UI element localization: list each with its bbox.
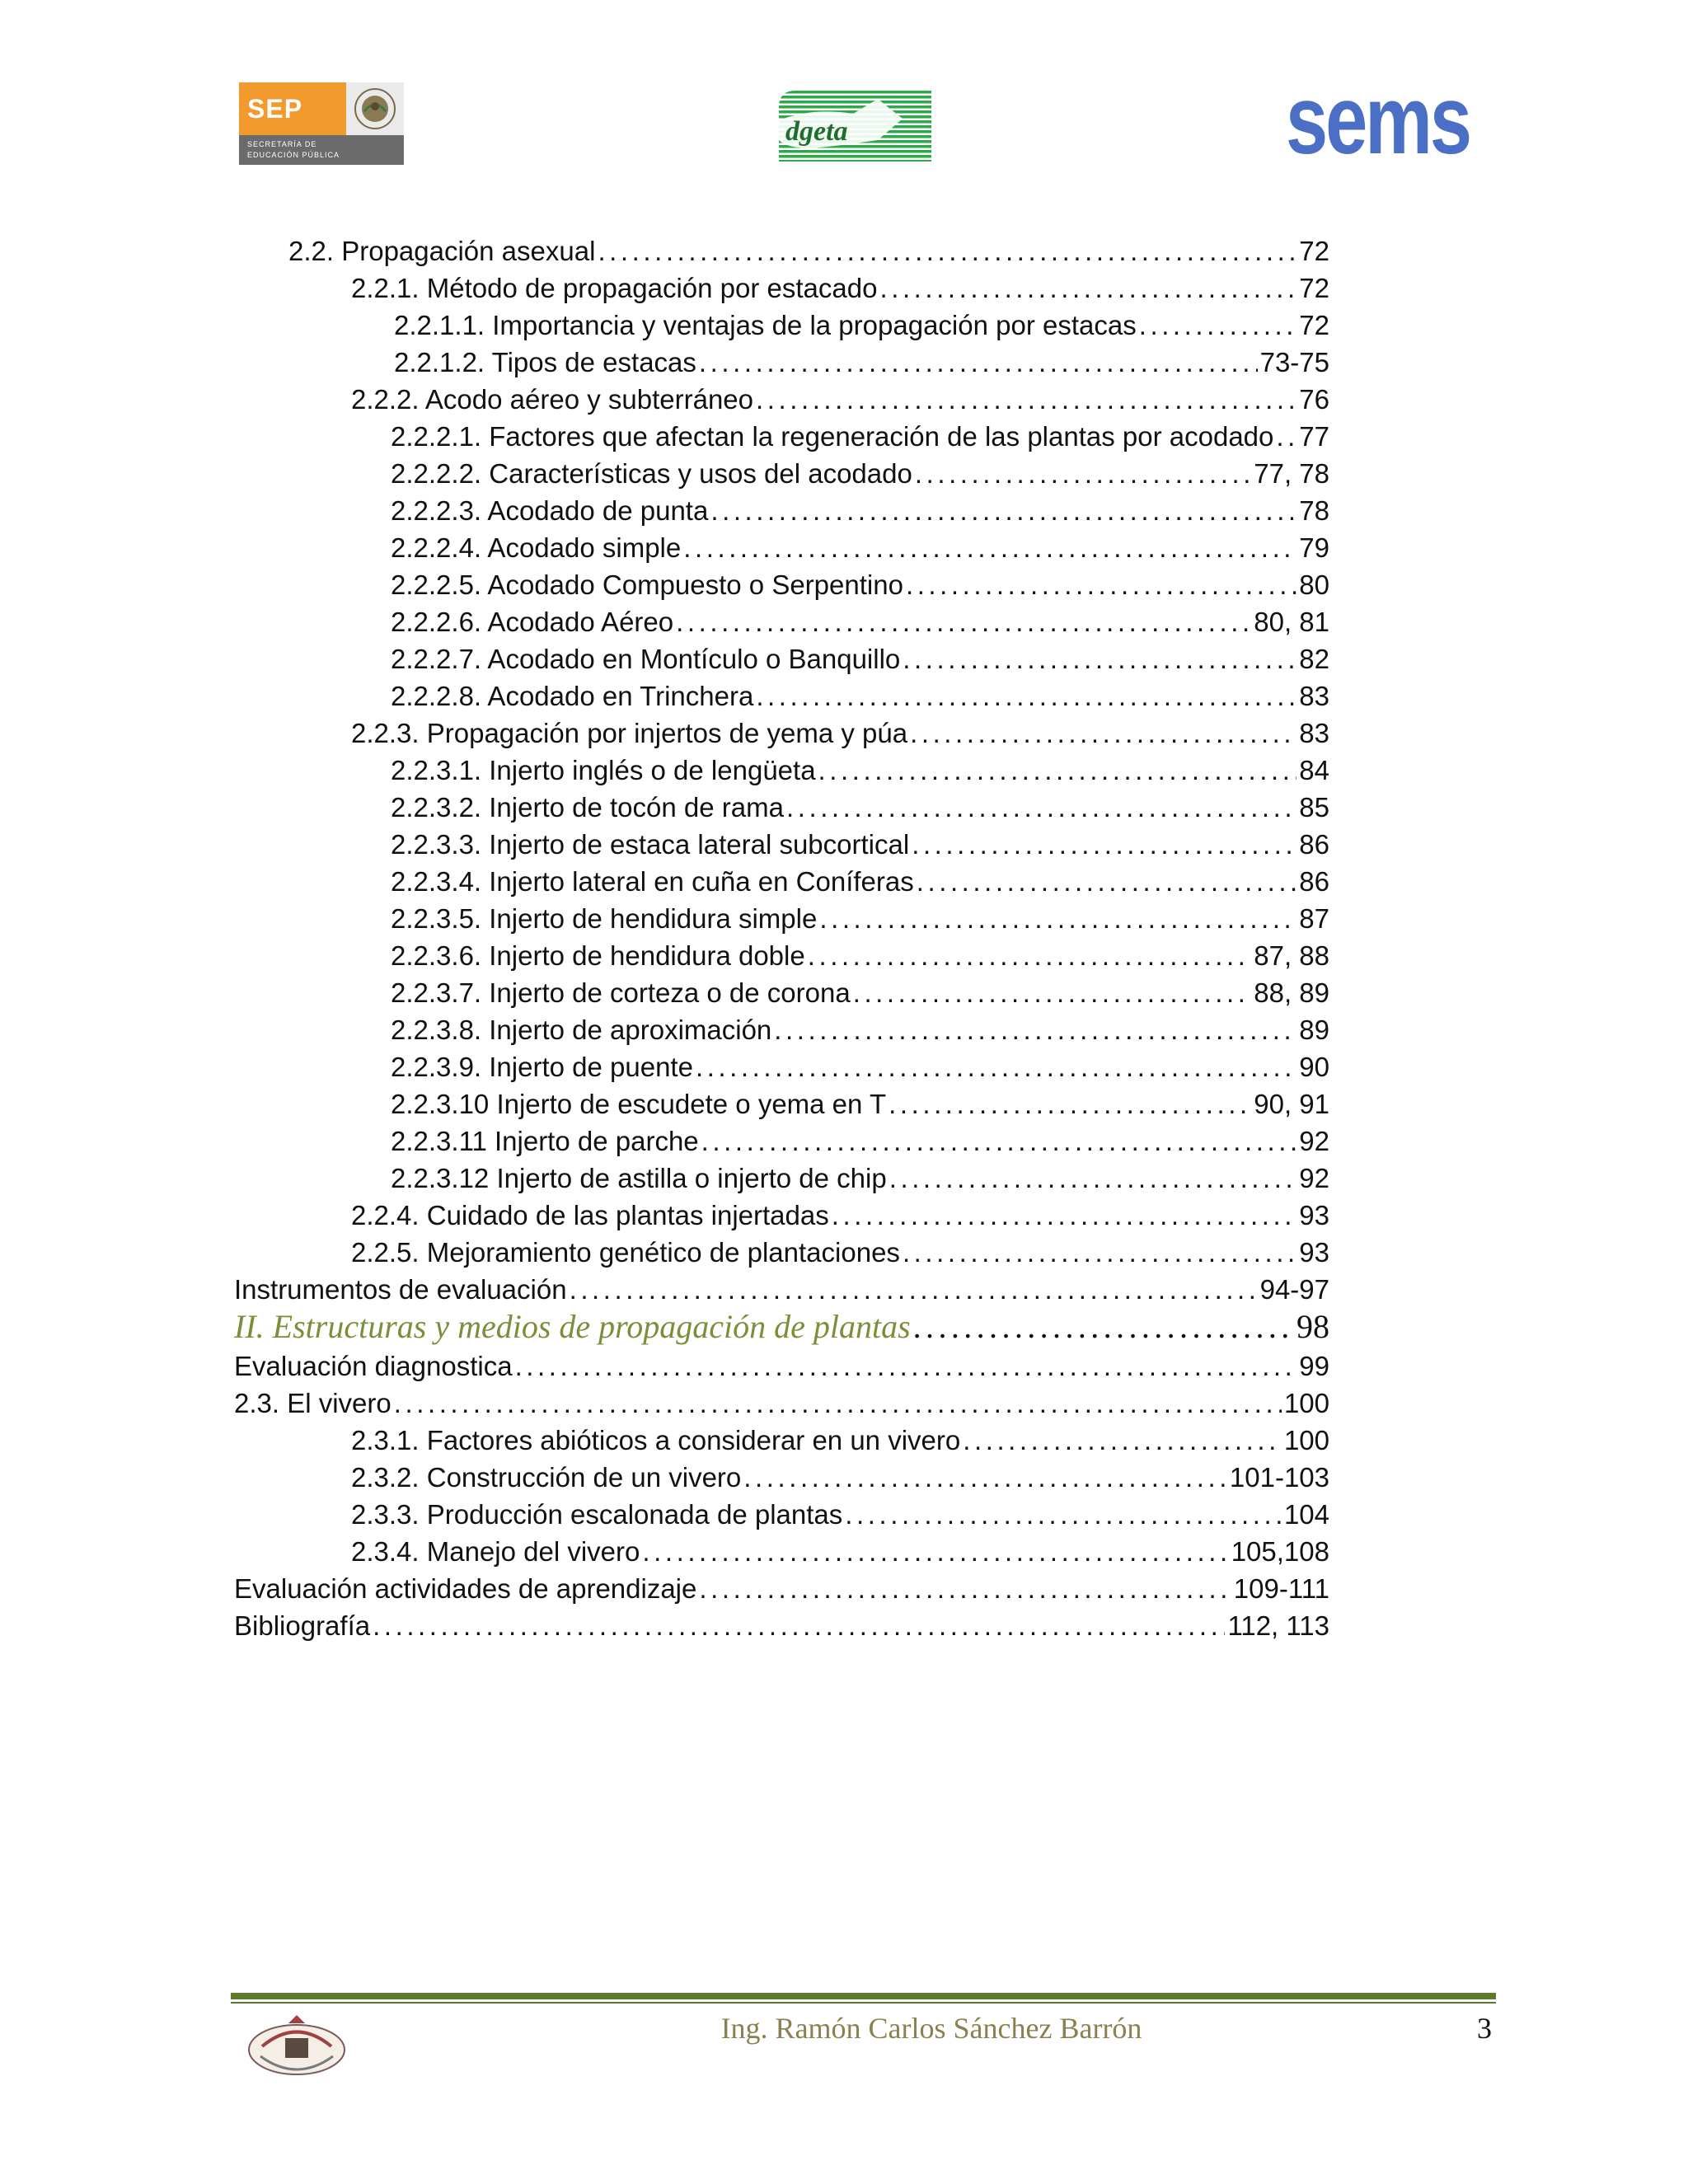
toc-entry-page: 72 <box>1299 236 1329 266</box>
toc-entry-title: 2.2.2. Acodo aéreo y subterráneo <box>351 384 754 415</box>
mexican-eagle-icon <box>346 82 404 135</box>
toc-entry-title: 2.3.1. Factores abióticos a considerar en un vivero <box>351 1425 961 1455</box>
toc-entry-page: 87, 88 <box>1254 940 1329 971</box>
toc-leader-dots <box>786 789 1296 826</box>
toc-entry <box>351 1234 1329 1271</box>
toc-entry-page: 83 <box>1299 681 1329 711</box>
toc-leader-dots <box>903 640 1296 677</box>
toc-leader-dots <box>570 1271 1258 1308</box>
toc-entry-title: 2.2.3.12 Injerto de astilla o injerto de chip <box>391 1163 887 1193</box>
toc-entry <box>391 677 1329 715</box>
toc-entry-page: 80, 81 <box>1254 607 1329 637</box>
toc-leader-dots <box>913 1306 1294 1347</box>
toc-entry <box>391 1160 1329 1197</box>
toc-entry-page: 86 <box>1299 829 1329 860</box>
toc-entry <box>391 752 1329 789</box>
toc-entry-title: 2.2.3.9. Injerto de puente <box>391 1052 693 1082</box>
toc-leader-dots <box>774 1011 1296 1048</box>
sems-logo: sems <box>1286 66 1470 175</box>
toc-leader-dots <box>903 1234 1296 1271</box>
toc-entry-title: Bibliografía <box>234 1610 371 1641</box>
toc-entry-page: 87 <box>1299 903 1329 934</box>
toc-entry-title: 2.2.2.4. Acodado simple <box>391 532 682 563</box>
toc-leader-dots <box>808 937 1252 974</box>
toc-leader-dots <box>683 529 1296 566</box>
toc-entry-page: 82 <box>1299 644 1329 674</box>
toc-entry <box>391 1122 1329 1160</box>
toc-entry-title: 2.2. Propagación asexual <box>288 236 596 266</box>
toc-leader-dots <box>889 1085 1251 1122</box>
toc-entry <box>391 1011 1329 1048</box>
toc-leader-dots <box>676 603 1251 640</box>
toc-entry <box>391 492 1329 529</box>
toc-entry-title: 2.2.2.8. Acodado en Trinchera <box>391 681 754 711</box>
toc-entry-title: 2.2.3.8. Injerto de aproximación <box>391 1015 772 1045</box>
toc-entry <box>391 529 1329 566</box>
toc-leader-dots <box>917 863 1297 900</box>
toc-entry-title: 2.2.3.10 Injerto de escudete o yema en T <box>391 1089 887 1119</box>
toc-entry-title: 2.2.3.3. Injerto de estaca lateral subcortical <box>391 829 910 860</box>
toc-entry-page: 101-103 <box>1229 1462 1329 1493</box>
toc-entry-page: 73-75 <box>1259 347 1329 377</box>
toc-entry <box>351 715 1329 752</box>
toc-entry-title: 2.2.1. Método de propagación por estacado <box>351 273 878 303</box>
toc-entry <box>391 603 1329 640</box>
toc-entry <box>391 455 1329 492</box>
toc-leader-dots <box>756 677 1296 715</box>
toc-leader-dots <box>910 715 1296 752</box>
footer-author: Ing. Ramón Carlos Sánchez Barrón <box>720 2012 1142 2045</box>
toc-entry-title: 2.3.2. Construcción de un vivero <box>351 1462 742 1493</box>
toc-leader-dots <box>756 381 1296 418</box>
toc-leader-dots <box>853 974 1252 1011</box>
toc-entry-page: 72 <box>1299 310 1329 340</box>
toc-entry-page: 93 <box>1299 1237 1329 1268</box>
toc-entry-title: 2.2.1.1. Importancia y ventajas de la propagación por estacas <box>394 310 1137 340</box>
toc-entry-page: 80 <box>1299 569 1329 600</box>
toc-entry <box>391 863 1329 900</box>
toc-entry-title: 2.2.3.2. Injerto de tocón de rama <box>391 792 784 823</box>
sep-subtitle-line1: SECRETARÍA DE <box>247 140 317 148</box>
toc-entry-page: 92 <box>1299 1163 1329 1193</box>
toc-entry <box>391 640 1329 677</box>
sep-subtitle-line2: EDUCACIÓN PÚBLICA <box>247 151 340 159</box>
toc-entry-title: Evaluación actividades de aprendizaje <box>234 1573 697 1604</box>
toc-entry <box>351 1422 1329 1459</box>
toc-unit-heading <box>234 1306 1329 1347</box>
toc-entry-page: 93 <box>1299 1200 1329 1230</box>
toc-entry-title: 2.2.3. Propagación por injertos de yema y púa <box>351 718 908 748</box>
toc-leader-dots <box>889 1160 1297 1197</box>
toc-entry <box>391 789 1329 826</box>
toc-leader-dots <box>963 1422 1282 1459</box>
toc-entry-page: 77, 78 <box>1254 458 1329 489</box>
toc-entry-page: 90, 91 <box>1254 1089 1329 1119</box>
toc-entry-title: 2.2.2.3. Acodado de punta <box>391 495 709 526</box>
toc-entry-title: 2.2.4. Cuidado de las plantas injertadas <box>351 1200 829 1230</box>
toc-entry-page: 85 <box>1299 792 1329 823</box>
toc-entry-title: 2.3. El vivero <box>234 1388 392 1418</box>
toc-entry-title: 2.2.2.7. Acodado en Montículo o Banquillo <box>391 644 901 674</box>
page-number: 3 <box>1477 2012 1492 2045</box>
toc-entry <box>351 1533 1329 1570</box>
toc-entry <box>391 418 1329 455</box>
sep-logo-text: SEP <box>239 82 346 135</box>
toc-leader-dots <box>394 1385 1282 1422</box>
toc-leader-dots <box>515 1347 1297 1385</box>
toc-leader-dots <box>906 566 1296 603</box>
toc-leader-dots <box>818 752 1297 789</box>
toc-leader-dots <box>915 455 1251 492</box>
toc-entry-page: 92 <box>1299 1126 1329 1156</box>
toc-entry <box>391 937 1329 974</box>
toc-entry-title: Evaluación diagnostica <box>234 1351 513 1381</box>
toc-entry-title: 2.2.2.6. Acodado Aéreo <box>391 607 674 637</box>
toc-entry-page: 90 <box>1299 1052 1329 1082</box>
toc-entry-page: 83 <box>1299 718 1329 748</box>
toc-leader-dots <box>1276 418 1296 455</box>
toc-entry-page: 100 <box>1283 1388 1329 1418</box>
toc-entry-page: 88, 89 <box>1254 977 1329 1008</box>
toc-entry-title: 2.2.1.2. Tipos de estacas <box>394 347 696 377</box>
toc-entry-page: 86 <box>1299 866 1329 897</box>
toc-entry-title: 2.2.3.5. Injerto de hendidura simple <box>391 903 818 934</box>
toc-entry-title: II. Estructuras y medios de propagación de plantas <box>234 1308 911 1345</box>
toc-entry <box>351 1197 1329 1234</box>
toc-entry <box>391 1048 1329 1085</box>
sep-subtitle <box>239 135 404 165</box>
toc-entry-page: 79 <box>1299 532 1329 563</box>
toc-entry-page: 77 <box>1299 421 1329 452</box>
toc-entry-page: 94-97 <box>1259 1274 1329 1305</box>
toc-entry <box>234 1385 1329 1422</box>
toc-entry <box>234 1570 1329 1607</box>
toc-entry-page: 105,108 <box>1231 1536 1329 1567</box>
dgeta-logo-graphic <box>779 91 931 162</box>
toc-entry-page: 104 <box>1283 1499 1329 1530</box>
toc-entry-title: 2.2.3.1. Injerto inglés o de lengüeta <box>391 755 816 785</box>
toc-entry-title: 2.2.3.4. Injerto lateral en cuña en Coníferas <box>391 866 914 897</box>
toc-entry <box>351 1459 1329 1496</box>
toc-leader-dots <box>912 826 1296 863</box>
toc-entry-page: 109-111 <box>1233 1573 1329 1604</box>
dgeta-logo-text: dgeta <box>785 116 848 147</box>
toc-entry-title: 2.2.5. Mejoramiento genético de plantaciones <box>351 1237 900 1268</box>
toc-entry <box>351 381 1329 418</box>
toc-entry-title: 2.2.3.11 Injerto de parche <box>391 1126 699 1156</box>
toc-leader-dots <box>699 344 1258 381</box>
toc-entry-title: 2.3.3. Producción escalonada de plantas <box>351 1499 843 1530</box>
toc-entry <box>351 269 1329 307</box>
toc-entry-title: 2.2.3.6. Injerto de hendidura doble <box>391 940 805 971</box>
toc-entry-page: 78 <box>1299 495 1329 526</box>
toc-leader-dots <box>1139 307 1297 344</box>
toc-entry-title: 2.2.2.2. Características y usos del acodado <box>391 458 912 489</box>
toc-entry-page: 98 <box>1296 1308 1329 1345</box>
toc-leader-dots <box>701 1122 1297 1160</box>
dgeta-logo <box>779 91 931 162</box>
toc-leader-dots <box>832 1197 1297 1234</box>
toc-entry-title: 2.3.4. Manejo del vivero <box>351 1536 640 1567</box>
toc-leader-dots <box>373 1607 1225 1644</box>
toc-entry <box>391 974 1329 1011</box>
toc-leader-dots <box>819 900 1296 937</box>
toc-entry-title: Instrumentos de evaluación <box>234 1274 567 1305</box>
toc-entry <box>234 1347 1329 1385</box>
toc-entry <box>394 344 1329 381</box>
toc-entry <box>351 1496 1329 1533</box>
toc-entry <box>391 566 1329 603</box>
toc-entry-page: 89 <box>1299 1015 1329 1045</box>
page-header <box>0 0 1688 190</box>
toc-entry-page: 72 <box>1299 273 1329 303</box>
toc-entry <box>234 1607 1329 1644</box>
toc-leader-dots <box>879 269 1296 307</box>
toc-entry <box>391 900 1329 937</box>
toc-entry <box>391 1085 1329 1122</box>
toc-entry-page: 99 <box>1299 1351 1329 1381</box>
toc-leader-dots <box>696 1048 1296 1085</box>
toc-entry-title: 2.2.2.1. Factores que afectan la regeneración de las plantas por acodado <box>391 421 1274 452</box>
toc-leader-dots <box>743 1459 1227 1496</box>
toc-entry-page: 100 <box>1283 1425 1329 1455</box>
toc-entry <box>394 307 1329 344</box>
footer-rule-thin <box>231 2002 1496 2004</box>
toc-entry-page: 112, 113 <box>1227 1610 1329 1641</box>
toc-leader-dots <box>642 1533 1228 1570</box>
toc-entry-page: 84 <box>1299 755 1329 785</box>
toc-leader-dots <box>845 1496 1282 1533</box>
toc-leader-dots <box>710 492 1296 529</box>
toc-entry-title: 2.2.2.5. Acodado Compuesto o Serpentino <box>391 569 903 600</box>
footer-rule <box>231 1993 1496 1999</box>
toc-entry <box>391 826 1329 863</box>
toc-entry-title: 2.2.3.7. Injerto de corteza o de corona <box>391 977 851 1008</box>
toc-entry <box>234 1271 1329 1308</box>
toc-entry-page: 76 <box>1299 384 1329 415</box>
toc-leader-dots <box>699 1570 1231 1607</box>
sep-logo <box>239 82 404 165</box>
toc-entry <box>288 232 1329 269</box>
toc-leader-dots <box>598 232 1296 269</box>
